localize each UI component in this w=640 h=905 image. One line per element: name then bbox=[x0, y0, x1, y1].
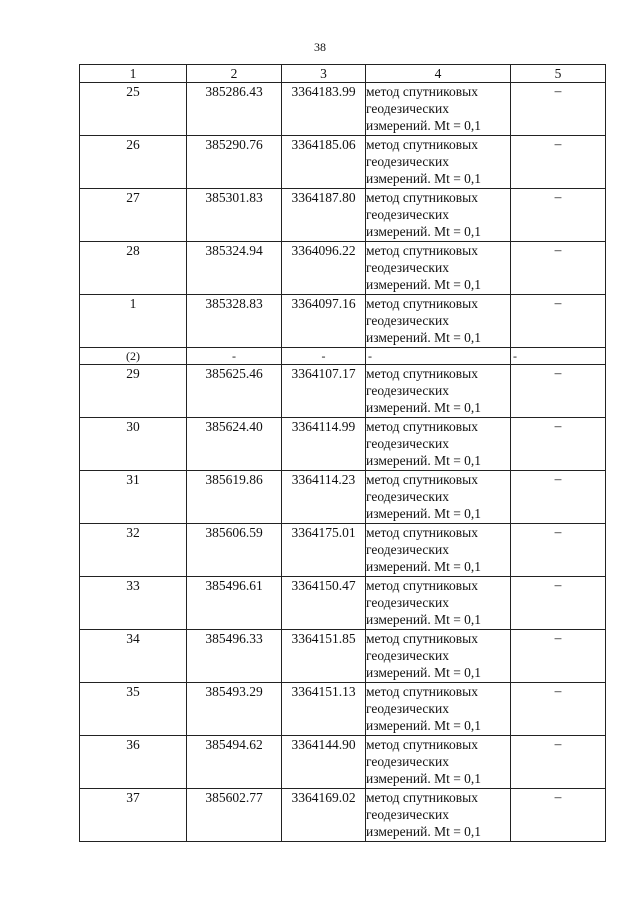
table-row bbox=[80, 577, 606, 630]
cell-x: 385324.94 bbox=[187, 242, 282, 295]
header-row bbox=[80, 65, 606, 83]
cell-point: 36 bbox=[80, 736, 187, 789]
cell-y: 3364114.99 bbox=[282, 418, 366, 471]
cell-method: метод спутниковых геодезических измерений. Mt = 0,1 bbox=[366, 736, 511, 789]
contour-separator-row bbox=[80, 348, 606, 365]
cell-point: 26 bbox=[80, 136, 187, 189]
cell-x: 385624.40 bbox=[187, 418, 282, 471]
cell-point: 29 bbox=[80, 365, 187, 418]
header-col-2: 2 bbox=[187, 65, 282, 83]
cell-point: 37 bbox=[80, 789, 187, 842]
cell-note: – bbox=[511, 789, 606, 842]
cell-note: – bbox=[511, 83, 606, 136]
cell-y: - bbox=[282, 348, 366, 365]
cell-point: 25 bbox=[80, 83, 187, 136]
cell-note: – bbox=[511, 136, 606, 189]
cell-y: 3364175.01 bbox=[282, 524, 366, 577]
cell-note: – bbox=[511, 736, 606, 789]
cell-method: метод спутниковых геодезических измерений. Mt = 0,1 bbox=[366, 295, 511, 348]
table-row bbox=[80, 630, 606, 683]
header-col-4: 4 bbox=[366, 65, 511, 83]
cell-note: – bbox=[511, 524, 606, 577]
cell-x: 385286.43 bbox=[187, 83, 282, 136]
cell-y: 3364097.16 bbox=[282, 295, 366, 348]
cell-y: 3364144.90 bbox=[282, 736, 366, 789]
cell-method: метод спутниковых геодезических измерений. Mt = 0,1 bbox=[366, 136, 511, 189]
cell-y: 3364151.13 bbox=[282, 683, 366, 736]
coordinates-table bbox=[79, 64, 606, 842]
header-col-5: 5 bbox=[511, 65, 606, 83]
cell-method: метод спутниковых геодезических измерений. Mt = 0,1 bbox=[366, 471, 511, 524]
cell-note: – bbox=[511, 471, 606, 524]
cell-note: – bbox=[511, 683, 606, 736]
cell-point: 32 bbox=[80, 524, 187, 577]
cell-method: метод спутниковых геодезических измерений. Mt = 0,1 bbox=[366, 365, 511, 418]
cell-point: (2) bbox=[80, 348, 187, 365]
cell-x: 385619.86 bbox=[187, 471, 282, 524]
cell-method: метод спутниковых геодезических измерений. Mt = 0,1 bbox=[366, 577, 511, 630]
cell-note: – bbox=[511, 577, 606, 630]
cell-point: 28 bbox=[80, 242, 187, 295]
cell-method: метод спутниковых геодезических измерений. Mt = 0,1 bbox=[366, 630, 511, 683]
cell-method: метод спутниковых геодезических измерений. Mt = 0,1 bbox=[366, 189, 511, 242]
cell-note: - bbox=[511, 348, 606, 365]
cell-point: 35 bbox=[80, 683, 187, 736]
table-row bbox=[80, 365, 606, 418]
cell-point: 30 bbox=[80, 418, 187, 471]
cell-method: метод спутниковых геодезических измерений. Mt = 0,1 bbox=[366, 789, 511, 842]
cell-y: 3364150.47 bbox=[282, 577, 366, 630]
table-row bbox=[80, 83, 606, 136]
cell-x: 385328.83 bbox=[187, 295, 282, 348]
cell-note: – bbox=[511, 295, 606, 348]
cell-y: 3364183.99 bbox=[282, 83, 366, 136]
cell-note: – bbox=[511, 630, 606, 683]
cell-x: 385494.62 bbox=[187, 736, 282, 789]
cell-point: 34 bbox=[80, 630, 187, 683]
cell-y: 3364151.85 bbox=[282, 630, 366, 683]
table-row bbox=[80, 471, 606, 524]
cell-y: 3364169.02 bbox=[282, 789, 366, 842]
cell-note: – bbox=[511, 365, 606, 418]
cell-y: 3364107.17 bbox=[282, 365, 366, 418]
cell-point: 27 bbox=[80, 189, 187, 242]
table-row bbox=[80, 524, 606, 577]
page-number: 38 bbox=[314, 40, 326, 54]
header-col-1: 1 bbox=[80, 65, 187, 83]
cell-x: 385290.76 bbox=[187, 136, 282, 189]
cell-note: – bbox=[511, 189, 606, 242]
cell-y: 3364187.80 bbox=[282, 189, 366, 242]
cell-note: – bbox=[511, 242, 606, 295]
table-row bbox=[80, 736, 606, 789]
cell-method: метод спутниковых геодезических измерений. Mt = 0,1 bbox=[366, 524, 511, 577]
table-row bbox=[80, 189, 606, 242]
cell-point: 1 bbox=[80, 295, 187, 348]
cell-y: 3364096.22 bbox=[282, 242, 366, 295]
table-row bbox=[80, 295, 606, 348]
header-col-3: 3 bbox=[282, 65, 366, 83]
cell-x: - bbox=[187, 348, 282, 365]
cell-point: 33 bbox=[80, 577, 187, 630]
cell-x: 385301.83 bbox=[187, 189, 282, 242]
cell-x: 385602.77 bbox=[187, 789, 282, 842]
cell-method: метод спутниковых геодезических измерений. Mt = 0,1 bbox=[366, 418, 511, 471]
cell-method: метод спутниковых геодезических измерений. Mt = 0,1 bbox=[366, 683, 511, 736]
table-row bbox=[80, 418, 606, 471]
cell-x: 385606.59 bbox=[187, 524, 282, 577]
cell-method: метод спутниковых геодезических измерений. Mt = 0,1 bbox=[366, 83, 511, 136]
cell-x: 385496.61 bbox=[187, 577, 282, 630]
cell-point: 31 bbox=[80, 471, 187, 524]
cell-x: 385496.33 bbox=[187, 630, 282, 683]
cell-x: 385493.29 bbox=[187, 683, 282, 736]
table-row bbox=[80, 136, 606, 189]
cell-y: 3364185.06 bbox=[282, 136, 366, 189]
table-row bbox=[80, 683, 606, 736]
cell-note: – bbox=[511, 418, 606, 471]
cell-method: метод спутниковых геодезических измерений. Mt = 0,1 bbox=[366, 242, 511, 295]
cell-x: 385625.46 bbox=[187, 365, 282, 418]
table-row bbox=[80, 789, 606, 842]
cell-method: - bbox=[366, 348, 511, 365]
table-body bbox=[80, 83, 606, 842]
table-row bbox=[80, 242, 606, 295]
table-header bbox=[80, 65, 606, 83]
cell-y: 3364114.23 bbox=[282, 471, 366, 524]
